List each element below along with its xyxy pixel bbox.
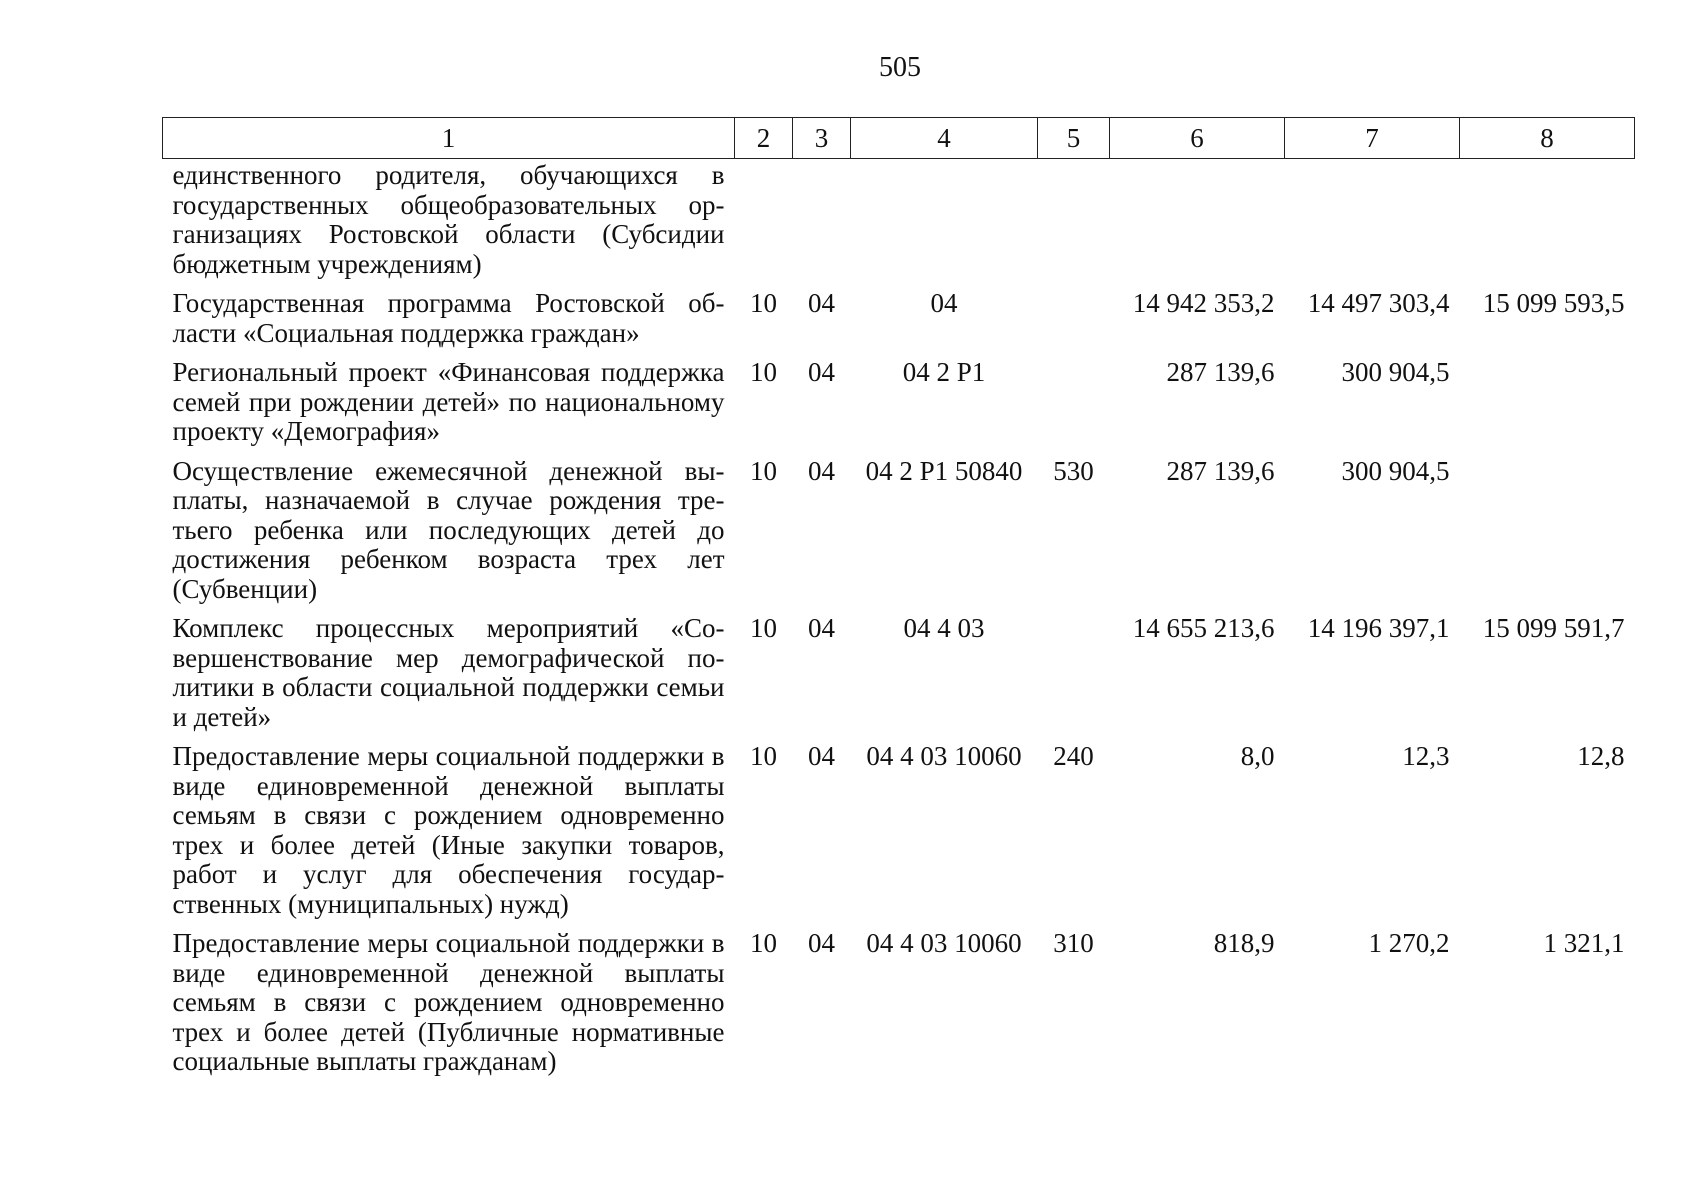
row-description: Предоставление меры социальной поддержки в виде единовременной денежной выплаты семьям в связи с рождением одновременно трех и более детей (Иные закупки товаров, работ и услуг для обеспечения государственных (муниципальных) нужд) [172, 741, 725, 919]
row-target-code: 04 4 03 10060 [866, 741, 1022, 771]
table-row [163, 929, 1635, 1087]
row-amount-col-8: 1 321,1 [1543, 928, 1625, 958]
page-number: 505 [879, 52, 921, 83]
row-description: Предоставление меры социальной поддержки в виде единовременной денежной выплаты семьям в связи с рождением одновременно трех и более детей (Публичные нормативные социальные выплаты гражданам) [172, 928, 725, 1076]
header-col-6: 6 [1110, 118, 1285, 159]
table-header [163, 118, 1635, 159]
row-amount-col-6: 14 655 213,6 [1132, 613, 1275, 643]
row-subsection [793, 159, 851, 290]
row-expense-type: 530 [1053, 455, 1094, 486]
header-col-1: 1 [163, 118, 735, 159]
row-subsection: 04 [808, 613, 835, 643]
header-col-2: 2 [735, 118, 793, 159]
row-section: 10 [750, 741, 777, 771]
row-expense-type [1038, 614, 1110, 742]
row-target-code [851, 159, 1038, 290]
row-amount-col-6: 8,0 [1240, 741, 1275, 771]
header-col-4: 4 [851, 118, 1038, 159]
row-amount-col-7: 1 270,2 [1368, 928, 1450, 958]
row-target-code: 04 [930, 288, 958, 318]
row-expense-type [1038, 358, 1110, 457]
row-amount-col-6: 14 942 353,2 [1132, 288, 1275, 318]
row-target-code: 04 4 03 10060 [866, 928, 1022, 958]
row-amount-col-8 [1460, 358, 1635, 457]
row-amount-col-7: 300 904,5 [1341, 357, 1450, 387]
row-section [735, 159, 793, 290]
table-row [163, 358, 1635, 457]
row-amount-col-6 [1110, 159, 1285, 290]
header-row [163, 118, 1635, 159]
row-expense-type: 240 [1053, 741, 1094, 771]
row-amount-col-7: 14 196 397,1 [1307, 613, 1450, 643]
row-description: Осуществление ежемесячной денежной выплаты, назначаемой в случае рождения третьего ребенка или последующих детей до достижения ребенком возраста трех лет (Субвенции) [172, 455, 725, 604]
row-amount-col-6: 818,9 [1213, 928, 1275, 958]
header-col-3: 3 [793, 118, 851, 159]
row-amount-col-8 [1460, 457, 1635, 615]
row-target-code: 04 2 P1 [902, 357, 986, 387]
row-section: 10 [750, 288, 777, 318]
row-amount-col-7: 12,3 [1402, 741, 1450, 771]
header-col-7: 7 [1285, 118, 1460, 159]
row-amount-col-7: 14 497 303,4 [1307, 288, 1450, 318]
row-amount-col-8: 15 099 591,7 [1482, 613, 1625, 643]
row-section: 10 [750, 928, 777, 958]
row-amount-col-8: 12,8 [1577, 741, 1625, 771]
row-description: единственного родителя, обучающихся в государственных общеобразовательных организациях Ростовской области (Субсидии бюджетным учреждениям) [172, 160, 725, 279]
row-target-code: 04 2 P1 50840 [865, 455, 1023, 486]
row-subsection: 04 [808, 455, 835, 486]
row-target-code: 04 4 03 [903, 613, 985, 643]
row-amount-col-8: 15 099 593,5 [1482, 288, 1625, 318]
table-row [163, 289, 1635, 358]
table-row [163, 159, 1635, 290]
header-col-8: 8 [1460, 118, 1635, 159]
row-expense-type [1038, 159, 1110, 290]
row-subsection: 04 [808, 357, 835, 387]
row-amount-col-8 [1460, 159, 1635, 290]
table-body [163, 159, 1635, 1087]
row-description: Государственная программа Ростовской области «Социальная поддержка граждан» [172, 288, 725, 348]
row-section: 10 [750, 613, 777, 643]
row-subsection: 04 [808, 741, 835, 771]
header-col-5: 5 [1038, 118, 1110, 159]
row-description: Комплекс процессных мероприятий «Совершенствование мер демографической политики в области социальной поддержки семьи и детей» [172, 613, 725, 732]
table-row [163, 457, 1635, 615]
row-amount-col-6: 287 139,6 [1166, 357, 1275, 387]
row-expense-type [1038, 289, 1110, 358]
row-section: 10 [750, 455, 777, 486]
row-description: Региональный проект «Финансовая поддержка семей при рождении детей» по национальному проекту «Демография» [172, 357, 725, 446]
row-section: 10 [750, 357, 777, 387]
row-amount-col-6: 287 139,6 [1166, 455, 1275, 486]
budget-table [162, 117, 1635, 1087]
row-subsection: 04 [808, 928, 835, 958]
row-subsection: 04 [808, 288, 835, 318]
row-amount-col-7 [1285, 159, 1460, 290]
row-expense-type: 310 [1053, 928, 1094, 958]
table-row [163, 742, 1635, 929]
table-row [163, 614, 1635, 742]
row-amount-col-7: 300 904,5 [1341, 455, 1450, 486]
